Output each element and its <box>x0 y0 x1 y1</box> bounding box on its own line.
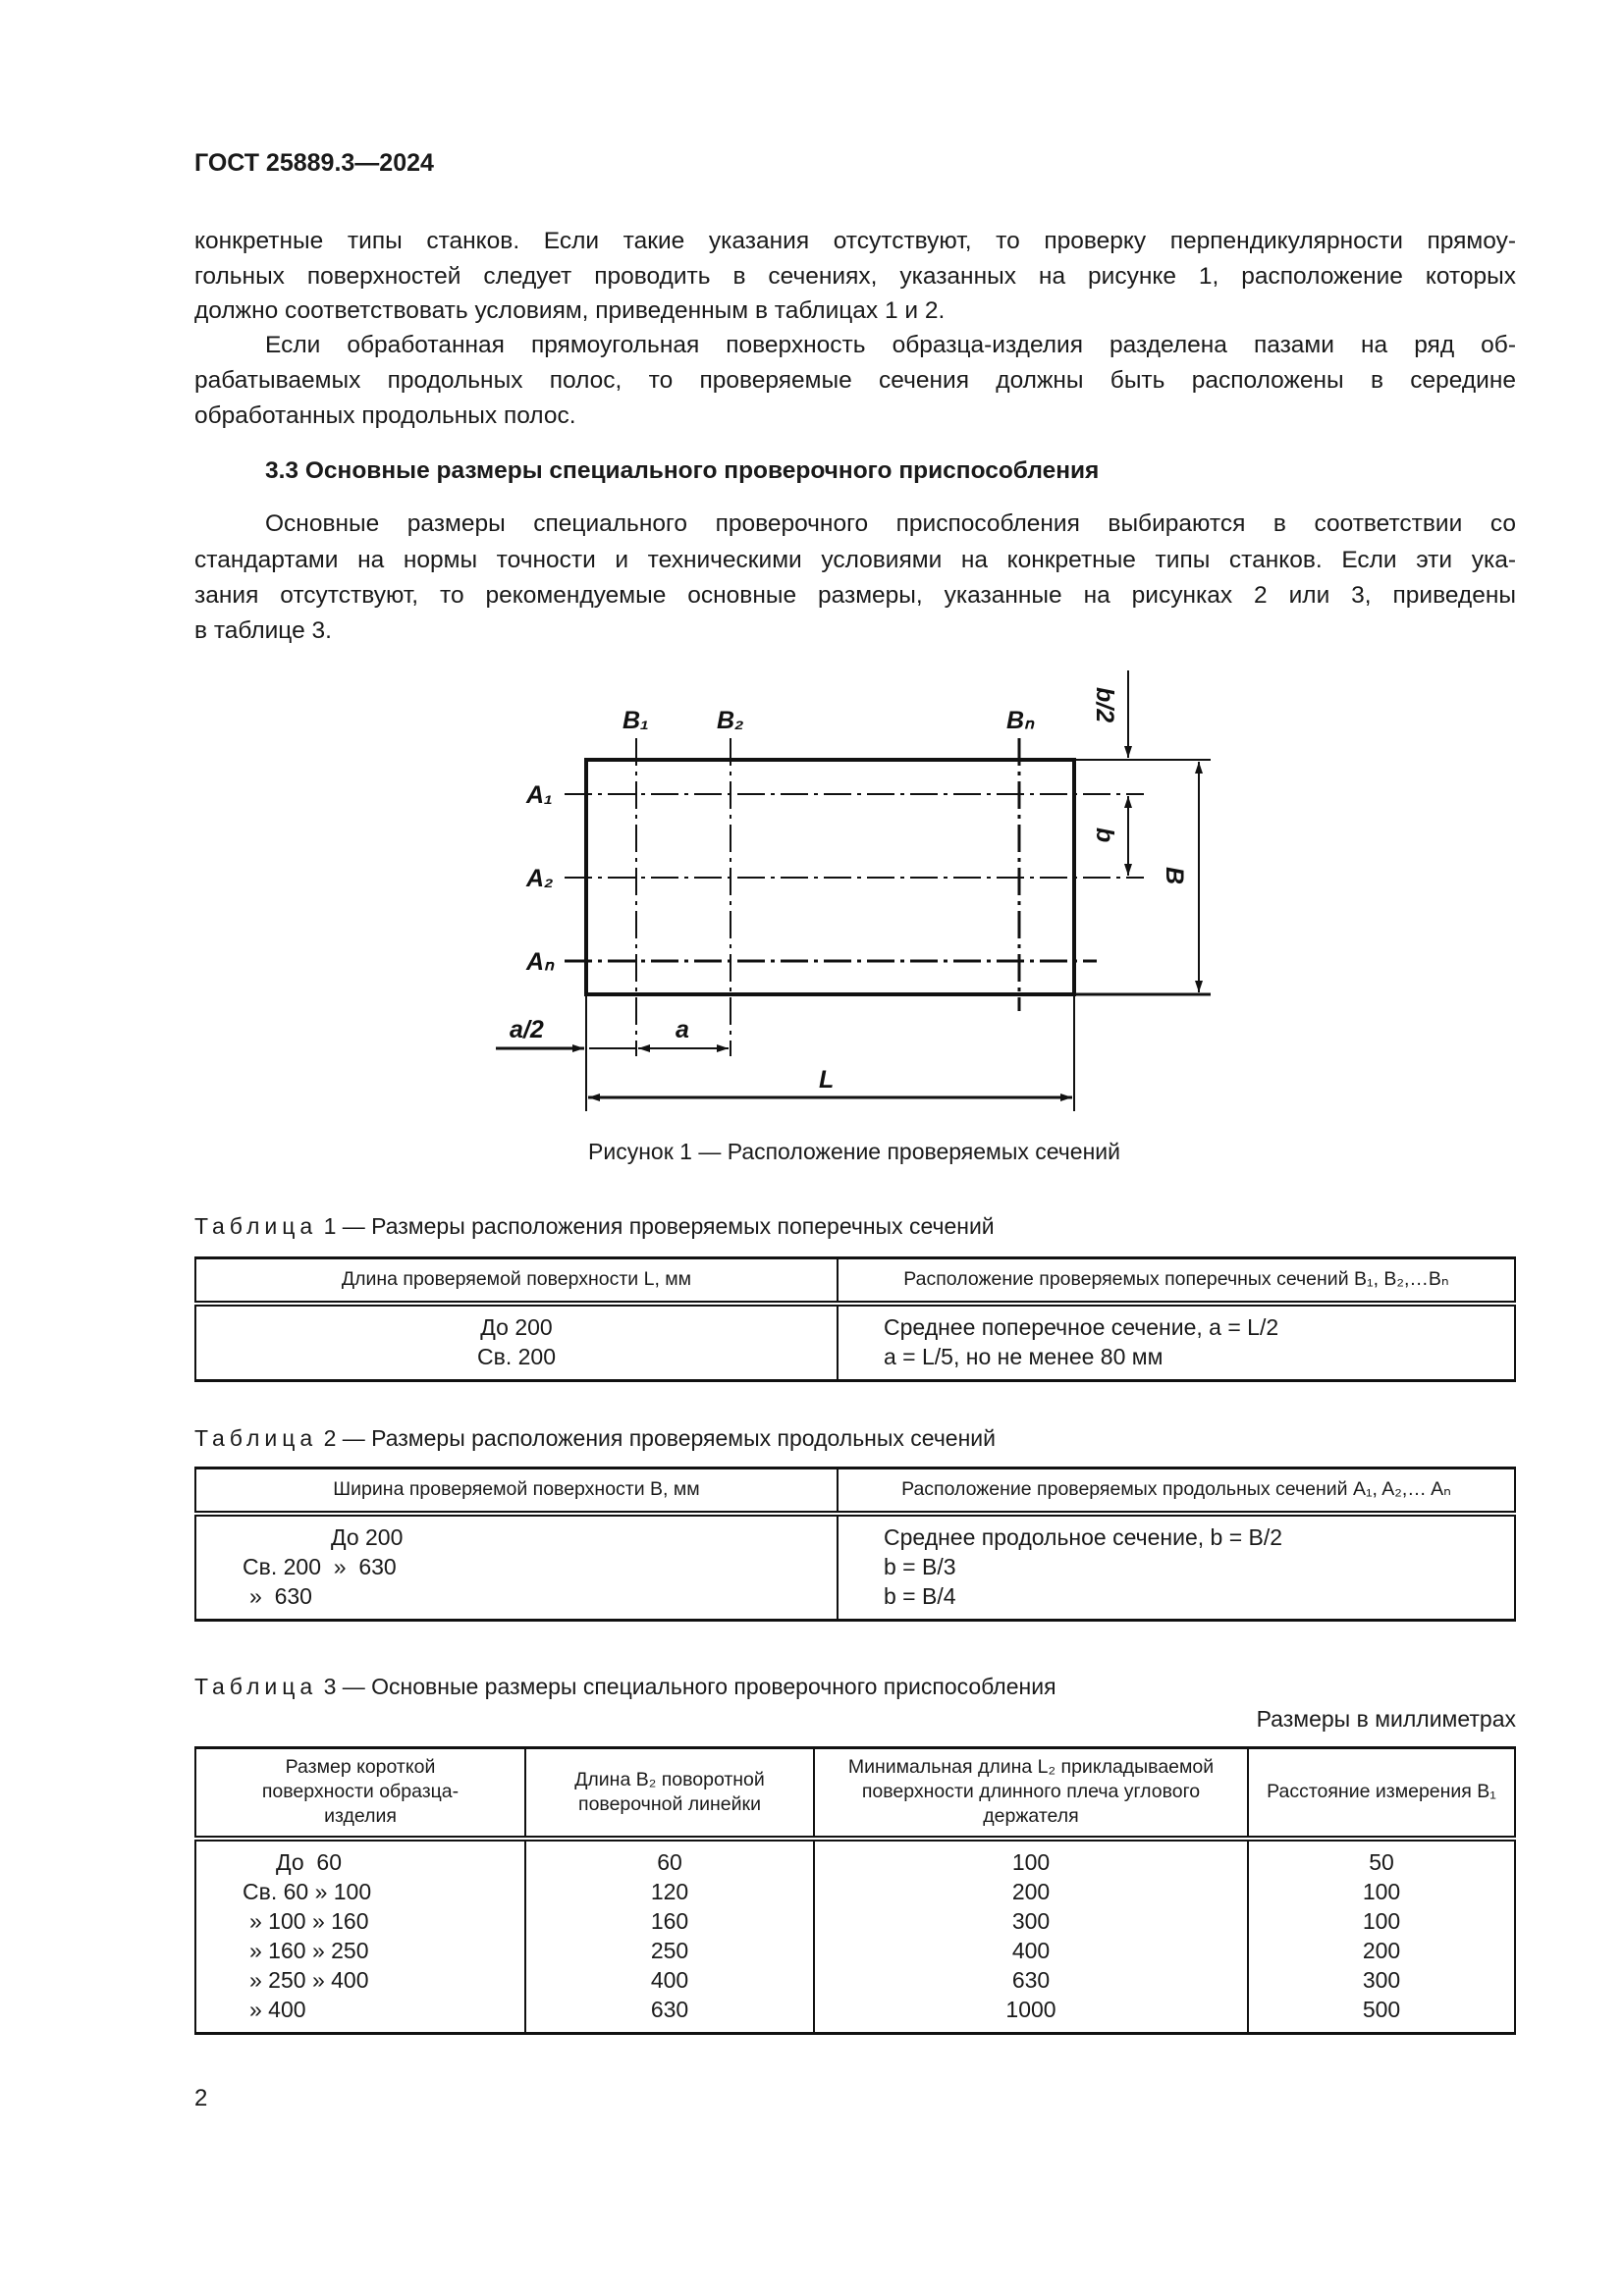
cell-line: Среднее поперечное сечение, a = L/2 <box>884 1313 1279 1340</box>
table-header-cell: Длина B₂ поворотной поверочной линейки <box>525 1748 814 1839</box>
table-label: Таблица <box>194 1425 318 1451</box>
cell-line: До 200 <box>480 1313 553 1340</box>
cell-line: 500 <box>1362 1996 1401 2022</box>
label-a2: A₂ <box>526 865 554 892</box>
cell-line: 200 <box>1362 1937 1401 1963</box>
cell-line: Св. 60 » 100 <box>243 1878 372 1904</box>
label-bn: Bₙ <box>1006 707 1035 734</box>
label-b2: B₂ <box>717 707 744 734</box>
table-header-cell: Ширина проверяемой поверхности B, мм <box>195 1468 838 1514</box>
table-cell <box>814 1839 1248 2034</box>
cell-line: 100 <box>1362 1878 1401 1904</box>
cell-line: b = B/4 <box>884 1582 956 1609</box>
table-cell <box>838 1304 1515 1381</box>
paragraph-line: конкретные типы станков. Если такие указания отсутствуют, то проверку перпендикулярности прямоу- <box>194 228 1516 254</box>
cell-line: » 400 <box>249 1996 306 2022</box>
table-title-text: 1 — Размеры расположения проверяемых поперечных сечений <box>317 1213 995 1239</box>
paragraph-line: должно соответствовать условиям, приведенным в таблицах 1 и 2. <box>194 297 946 324</box>
table-3 <box>194 1746 1516 2035</box>
table-header-cell: Минимальная длина L₂ прикладываемой поверхности длинного плеча углового держателя <box>814 1748 1248 1839</box>
paragraph-line: стандартами на нормы точности и техническими условиями на конкретные типы станков. Если эти ука- <box>194 547 1516 573</box>
paragraph-line: обработанных продольных полос. <box>194 402 576 429</box>
cell-line: 120 <box>650 1878 689 1904</box>
label-b1: B₁ <box>623 707 649 734</box>
cell-line: 1000 <box>1005 1996 1056 2022</box>
table-row <box>195 1514 1515 1621</box>
label-L: L <box>819 1066 835 1094</box>
cell-line: 400 <box>650 1966 689 1993</box>
table-header-cell: Длина проверяемой поверхности L, мм <box>195 1258 838 1304</box>
table-label: Таблица <box>194 1674 318 1699</box>
table-title-text: 3 — Основные размеры специального проверочного приспособления <box>317 1674 1056 1699</box>
cell-line: 60 <box>657 1848 682 1875</box>
table-3-title <box>194 1674 1056 1700</box>
paragraph-line: рабатываемых продольных полос, то проверяемые сечения должны быть расположены в середине <box>194 367 1516 394</box>
cell-line: b = B/3 <box>884 1553 956 1579</box>
cell-line: 400 <box>1011 1937 1051 1963</box>
cell-line: 630 <box>1011 1966 1051 1993</box>
label-b: b <box>1091 828 1118 843</box>
cell-line: » 100 » 160 <box>249 1907 369 1934</box>
table-cell <box>1248 1839 1515 2034</box>
table-header-cell: Размер короткой поверхности образца-изделия <box>195 1748 525 1839</box>
cell-line: 250 <box>650 1937 689 1963</box>
cell-line: » 160 » 250 <box>249 1937 369 1963</box>
cell-line: До 60 <box>276 1848 342 1875</box>
page-number: 2 <box>194 2085 208 2111</box>
paragraph-line: в таблице 3. <box>194 617 332 644</box>
cell-line: » 250 » 400 <box>249 1966 369 1993</box>
table-cell <box>525 1839 814 2034</box>
table-2-title <box>194 1425 996 1452</box>
table-label: Таблица <box>194 1213 318 1239</box>
table-header-cell: Расположение проверяемых продольных сечений A₁, A₂,… Aₙ <box>838 1468 1515 1514</box>
table-cell <box>195 1514 838 1621</box>
table-2 <box>194 1467 1516 1622</box>
table-1 <box>194 1256 1516 1382</box>
table-header-cell: Расстояние измерения B₁ <box>1248 1748 1515 1839</box>
table-cell <box>195 1839 525 2034</box>
table-row <box>195 1839 1515 2034</box>
cell-line: Св. 200 <box>477 1343 556 1369</box>
label-a: a <box>676 1016 689 1043</box>
cell-line: » 630 <box>249 1582 312 1609</box>
table-cell <box>838 1514 1515 1621</box>
cell-line: 50 <box>1369 1848 1394 1875</box>
cell-line: 160 <box>650 1907 689 1934</box>
cell-line: Св. 200 » 630 <box>243 1553 397 1579</box>
table-header-cell: Расположение проверяемых поперечных сечений B₁, B₂,…Bₙ <box>838 1258 1515 1304</box>
table-title-text: 2 — Размеры расположения проверяемых продольных сечений <box>317 1425 996 1451</box>
cell-line: 300 <box>1362 1966 1401 1993</box>
cell-line: 300 <box>1011 1907 1051 1934</box>
table-cell <box>195 1304 838 1381</box>
label-an: Aₙ <box>526 948 555 976</box>
label-B: B <box>1161 867 1188 885</box>
label-b-half: b/2 <box>1091 687 1118 723</box>
label-a1: A₁ <box>526 781 553 809</box>
cell-line: До 200 <box>331 1523 404 1550</box>
paragraph-line: Основные размеры специального проверочного приспособления выбираются в соответствии со <box>265 510 1516 537</box>
paragraph-line: зания отсутствуют, то рекомендуемые основные размеры, указанные на рисунках 2 или 3, приведены <box>194 582 1516 609</box>
table-row <box>195 1304 1515 1381</box>
paragraph-line: Если обработанная прямоугольная поверхность образца-изделия разделена пазами на ряд об- <box>265 332 1516 358</box>
figure-1-diagram <box>0 0 1624 1129</box>
units-note: Размеры в миллиметрах <box>1256 1706 1516 1732</box>
cell-line: 200 <box>1011 1878 1051 1904</box>
document-header: ГОСТ 25889.3—2024 <box>194 149 434 177</box>
figure-caption: Рисунок 1 — Расположение проверяемых сечений <box>588 1139 1120 1164</box>
table-1-title <box>194 1213 995 1240</box>
cell-line: Среднее продольное сечение, b = B/2 <box>884 1523 1283 1550</box>
cell-line: a = L/5, но не менее 80 мм <box>884 1343 1164 1369</box>
cell-line: 100 <box>1362 1907 1401 1934</box>
cell-line: 100 <box>1011 1848 1051 1875</box>
paragraph-line: гольных поверхностей следует проводить в сечениях, указанных на рисунке 1, расположение которых <box>194 263 1516 290</box>
section-heading: 3.3 Основные размеры специального проверочного приспособления <box>265 457 1100 484</box>
label-a-half: a/2 <box>510 1016 544 1043</box>
cell-line: 630 <box>650 1996 689 2022</box>
